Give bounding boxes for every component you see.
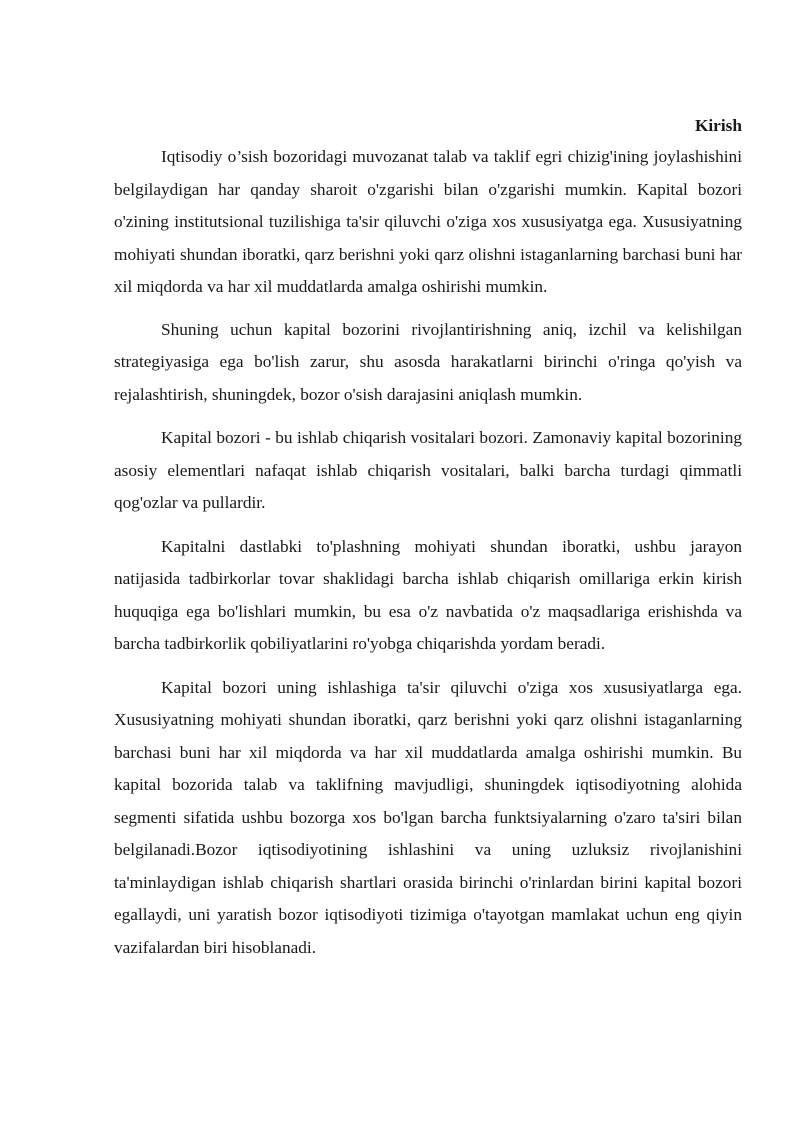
paragraph-5: Kapital bozori uning ishlashiga ta'sir qiluvchi o'ziga xos xususiyatlarga ega. Xususiyatning mohiyati shundan iboratki, qarz berishni yoki qarz olishni istaganlarning barchasi buni har xil miqdorda va har xil muddatlarda amalga oshirishi mumkin. Bu kapital bozorida talab va taklifning mavjudligi, shuningdek iqtisodiyotning alohida segmenti sifatida ushbu bozorga xos bo'lgan barcha funktsiyalarning o'zaro ta'siri bilan belgilanadi.Bozor iqtisodiyotining ishlashini va uning uzluksiz rivojlanishini ta'minlaydigan ishlab chiqarish shartlari orasida birinchi o'rinlardan birini kapital bozori egallaydi, uni yaratish bozor iqtisodiyoti tizimiga o'tayotgan mamlakat uchun eng qiyin vazifalardan biri hisoblanadi.	[114, 677, 742, 957]
paragraph-2: Shuning uchun kapital bozorini rivojlantirishning aniq, izchil va kelishilgan strategiyasiga ega bo'lish zarur, shu asosda harakatlarni birinchi o'ringa qo'yish va rejalashtirish, shuningdek, bozor o'sish darajasini aniqlash mumkin.	[114, 319, 742, 404]
paragraph-3: Kapital bozori - bu ishlab chiqarish vositalari bozori. Zamonaviy kapital bozorining asosiy elementlari nafaqat ishlab chiqarish vositalari, balki barcha turdagi qimmatli qog'ozlar va pullardir.	[114, 428, 742, 512]
paragraph-1: Iqtisodiy o’sish bozoridagi muvozanat talab va taklif egri chizig'ining joylashishini belgilaydigan har qanday sharoit o'zgarishi bilan o'zgarishi mumkin. Kapital bozori o'zining institutsional tuzilishiga ta'sir qiluvchi o'ziga xos xususiyatga ega. Xususiyatning mohiyati shundan iboratki, qarz berishni yoki qarz olishni istaganlarning barchasi buni har xil miqdorda va har xil muddatlarda amalga oshirishi mumkin.	[114, 147, 742, 296]
section-heading: Kirish	[694, 116, 742, 135]
paragraph-4: Kapitalni dastlabki to'plashning mohiyati shundan iboratki, ushbu jarayon natijasida tadbirkorlar tovar shaklidagi barcha ishlab chiqarish omillariga erkin kirish huquqiga ega bo'lishlari mumkin, bu esa o'z navbatida o'z maqsadlariga erishishda va barcha tadbirkorlik qobiliyatlarini ro'yobga chiqarishda yordam beradi.	[114, 536, 742, 653]
document-body	[114, 110, 742, 964]
